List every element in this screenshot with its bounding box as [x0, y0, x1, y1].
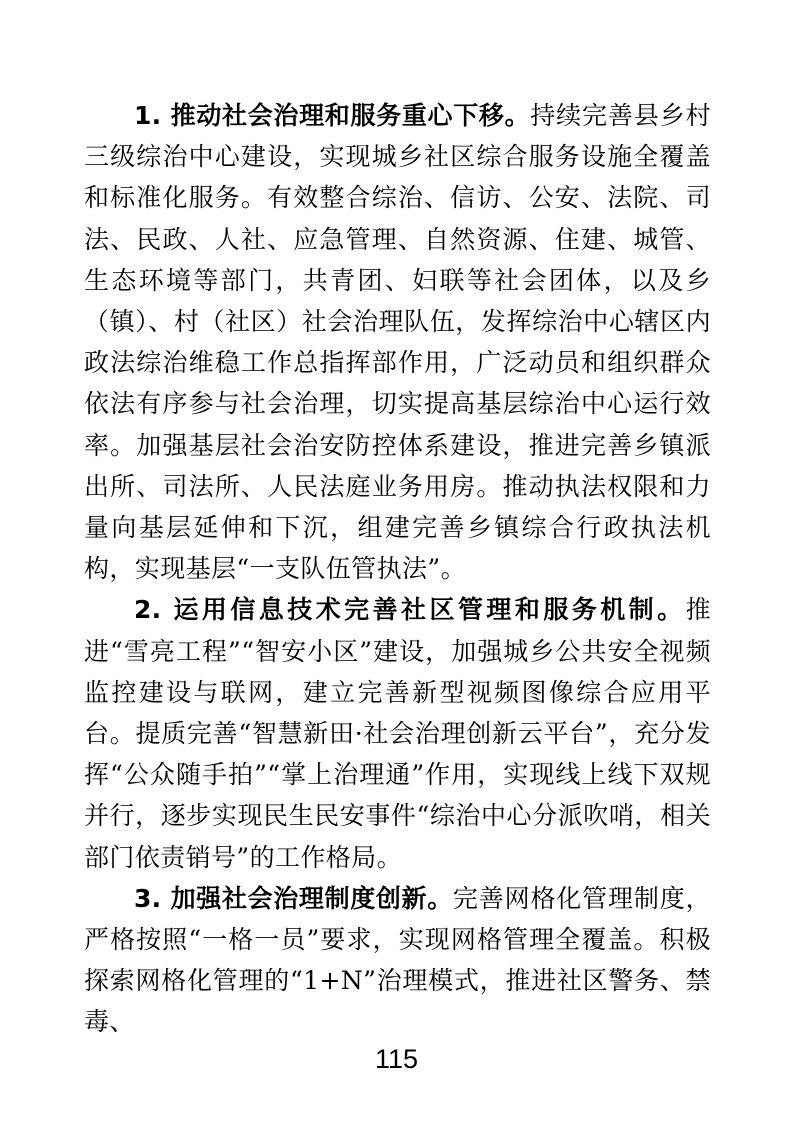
paragraph-2-heading: 2. 运用信息技术完善社区管理和服务机制。: [134, 595, 686, 625]
paragraph-2-text: 推进“雪亮工程”“智安小区”建设，加强城乡公共安全视频监控建设与联网，建立完善新型视频图像综合应用平台。提质完善“智慧新田·社会治理创新云平台”，充分发挥“公众随手拍”“掌上治理通”作用，实现线上线下双规并行，逐步实现民生民安事件“综治中心分派吹哨，相关部门依责销号”的工作格局。: [84, 595, 711, 872]
paragraph-3-heading: 3. 加强社会治理制度创新。: [134, 883, 453, 913]
paragraph-3-text: 完善网格化管理制度，严格按照“一格一员”要求，实现网格管理全覆盖。积极探索网格化管理的“1+N”治理模式，推进社区警务、禁毒、: [84, 883, 711, 1037]
paragraph-1-heading: 1. 推动社会治理和服务重心下移。: [134, 101, 531, 130]
paragraph-1-text: 持续完善县乡村三级综治中心建设，实现城乡社区综合服务设施全覆盖和标准化服务。有效整合综治、信访、公安、法院、司法、民政、人社、应急管理、自然资源、住建、城管、生态环境等部门，共青团、妇联等社会团体，以及乡（镇）、村（社区）社会治理队伍，发挥综治中心辖区内政法综治维稳工作总指挥部作用，广泛动员和组织群众依法有序参与社会治理，切实提高基层综治中心运行效率。加强基层社会治安防控体系建设，推进完善乡镇派出所、司法所、人民法庭业务用房。推动执法权限和力量向基层延伸和下沉，组建完善乡镇综合行政执法机构，实现基层“一支队伍管执法”。: [84, 101, 711, 584]
document-body: [84, 95, 711, 1043]
page-number: 115: [374, 1044, 419, 1074]
paragraph-2: [84, 589, 711, 877]
paragraph-3: [84, 878, 711, 1043]
paragraph-1: [84, 95, 711, 589]
